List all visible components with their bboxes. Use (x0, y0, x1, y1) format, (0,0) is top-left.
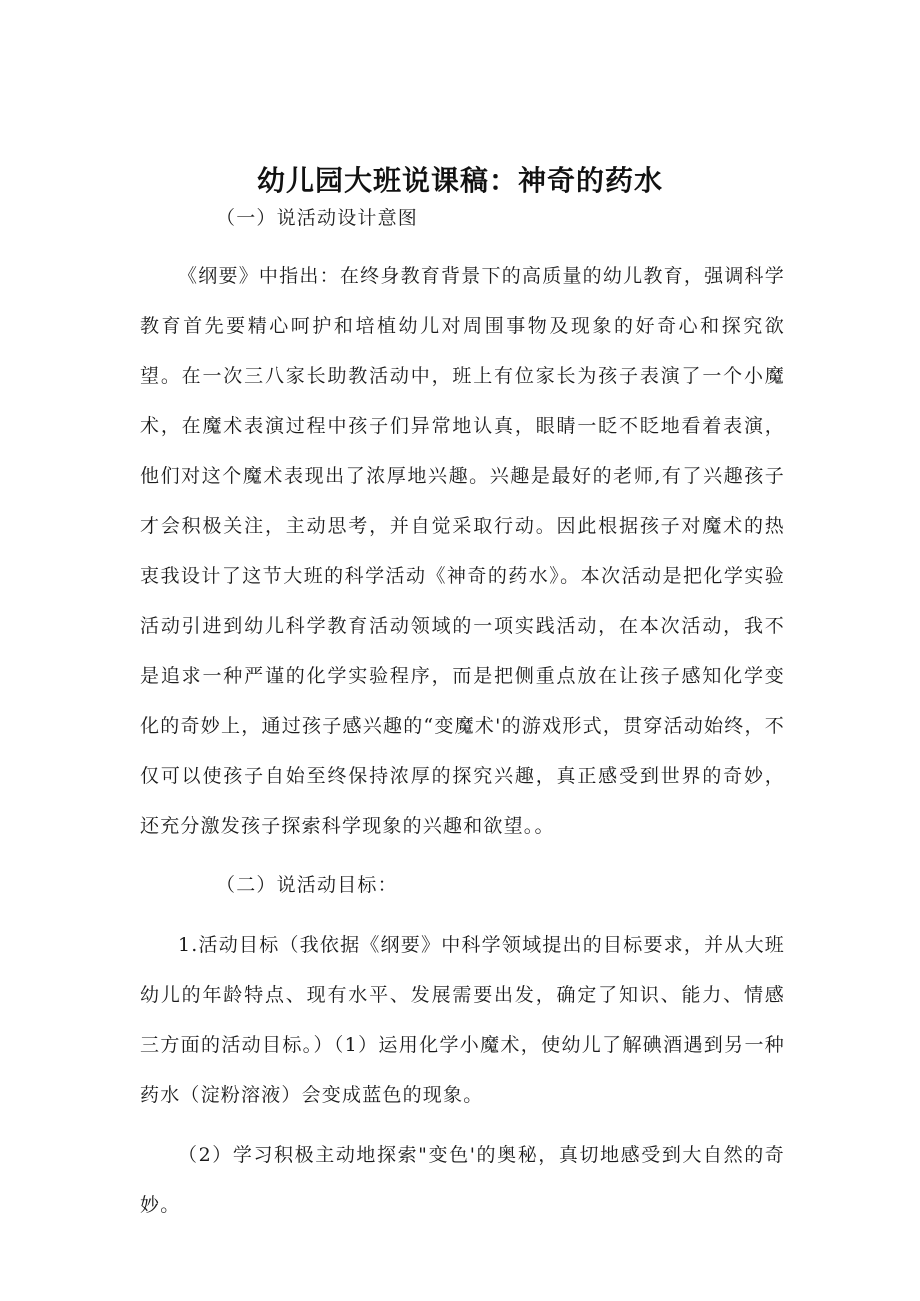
section-2-paragraph-1: 1.活动目标（我依据《纲要》中科学领域提出的目标要求，并从大班幼儿的年龄特点、现有水平、发展需要出发，确定了知识、能力、情感三方面的活动目标。）（1）运用化学小魔术，使幼儿了解碘酒遇到另一种药水（淀粉溶液）会变成蓝色的现象。 (140, 934, 785, 1106)
section-2-heading: （二）说活动目标： (216, 874, 398, 896)
section-2-paragraph-2: （2）学习积极主动地探索"变色'的奥秘，真切地感受到大自然的奇妙。 (140, 1144, 785, 1216)
section-1-heading: （一）说活动设计意图 (216, 207, 419, 229)
section-1-paragraph: 《纲要》中指出：在终身教育背景下的高质量的幼儿教育，强调科学教育首先要精心呵护和培植幼儿对周围事物及现象的好奇心和探究欲望。在一次三八家长助教活动中，班上有位家长为孩子表演了一个小魔术，在魔术表演过程中孩子们异常地认真，眼睛一眨不眨地看着表演，他们对这个魔术表现出了浓厚地兴趣。兴趣是最好的老师,有了兴趣孩子才会积极关注，主动思考，并自觉采取行动。因此根据孩子对魔术的热衷我设计了这节大班的科学活动《神奇的药水》。本次活动是把化学实验活动引进到幼儿科学教育活动领域的一项实践活动，在本次活动，我不是追求一种严谨的化学实验程序，而是把侧重点放在让孩子感知化学变化的奇妙上，通过孩子感兴趣的“变魔术'的游戏形式，贯穿活动始终，不仅可以使孩子自始至终保持浓厚的探究兴趣，真正感受到世界的奇妙，还充分激发孩子探索科学现象的兴趣和欲望。。 (140, 265, 785, 837)
document-body (140, 198, 785, 1230)
document-title: 幼儿园大班说课稿：神奇的药水 (256, 163, 663, 197)
